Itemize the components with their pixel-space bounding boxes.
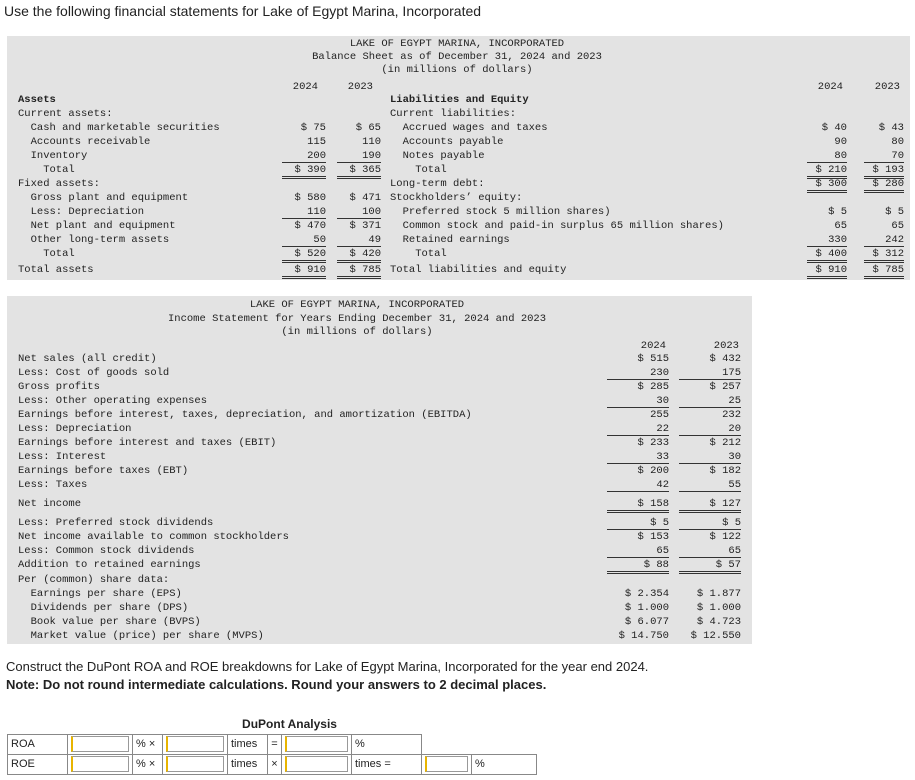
asset-row-2024: 110 bbox=[282, 206, 326, 219]
liability-row-2023: $ 280 bbox=[864, 178, 904, 193]
is-year-2023: 2023 bbox=[713, 340, 739, 352]
liability-row-2023: $ 193 bbox=[864, 164, 904, 179]
bs-right-year-2024: 2024 bbox=[817, 81, 843, 93]
asset-row-2023: 190 bbox=[337, 150, 381, 163]
liability-row-2024: $ 210 bbox=[807, 164, 847, 179]
asset-row-2023: $ 65 bbox=[355, 122, 381, 134]
is-title-company: LAKE OF EGYPT MARINA, INCORPORATED bbox=[249, 299, 465, 311]
income-row-2024: 255 bbox=[650, 409, 669, 421]
liability-row-2023: 65 bbox=[891, 220, 904, 232]
roe-equity-multiplier-input[interactable] bbox=[166, 756, 224, 772]
roa-row bbox=[8, 734, 557, 754]
liability-row-label: Total liabilities and equity bbox=[390, 264, 567, 276]
income-row-2023: $ 257 bbox=[709, 381, 741, 393]
liability-row-label: Total bbox=[390, 248, 447, 260]
income-row-2023: $ 57 bbox=[679, 559, 741, 574]
asset-row-label: Accounts receivable bbox=[18, 136, 151, 148]
income-row-2024: $ 153 bbox=[637, 531, 669, 543]
income-row-2024: $ 14.750 bbox=[618, 630, 669, 642]
roe-label: ROE bbox=[8, 754, 68, 774]
liability-row-2023: 242 bbox=[864, 234, 904, 247]
roa-result-input[interactable] bbox=[71, 736, 129, 752]
income-row-label: Net income available to common stockholders bbox=[18, 531, 289, 543]
asset-row-label: Total bbox=[18, 164, 75, 176]
bs-title-statement: Balance Sheet as of December 31, 2024 and 2023 bbox=[312, 51, 602, 63]
income-row-2024: $ 6.077 bbox=[624, 616, 669, 628]
balance-sheet-panel bbox=[7, 36, 910, 280]
income-row-2023: $ 1.000 bbox=[696, 602, 741, 614]
income-row-2024: $ 285 bbox=[637, 381, 669, 393]
liability-row-2024: 90 bbox=[834, 136, 847, 148]
income-row-2024: 65 bbox=[607, 545, 669, 558]
rounding-note: Note: Do not round intermediate calculations. Round your answers to 2 decimal places. bbox=[6, 677, 547, 692]
income-row-label: Less: Cost of goods sold bbox=[18, 367, 170, 379]
asset-row-2024: $ 910 bbox=[282, 264, 326, 279]
liability-row-label: Current liabilities: bbox=[390, 108, 517, 120]
asset-row-label: Net plant and equipment bbox=[18, 220, 176, 232]
construct-instruction: Construct the DuPont ROA and ROE breakdowns for Lake of Egypt Marina, Incorporated for the year end 2024. bbox=[6, 659, 649, 674]
income-row-2024: 33 bbox=[607, 451, 669, 464]
asset-row-2024: $ 390 bbox=[282, 164, 326, 179]
income-row-label: Per (common) share data: bbox=[18, 574, 170, 586]
asset-row-2024: $ 75 bbox=[300, 122, 326, 134]
income-row-label: Less: Interest bbox=[18, 451, 107, 463]
income-row-2024: $ 1.000 bbox=[624, 602, 669, 614]
income-row-2024: $ 158 bbox=[607, 498, 669, 513]
roe-times-sign-1: × bbox=[148, 758, 156, 770]
income-row-label: Market value (price) per share (MVPS) bbox=[18, 630, 264, 642]
income-row-2024: 22 bbox=[607, 423, 669, 436]
income-row-2024: $ 2.354 bbox=[624, 588, 669, 600]
bs-title-units: (in millions of dollars) bbox=[381, 64, 533, 76]
income-row-2023: 55 bbox=[679, 479, 741, 492]
asset-row-2023: $ 420 bbox=[337, 248, 381, 263]
income-row-label: Less: Other operating expenses bbox=[18, 395, 208, 407]
income-row-label: Addition to retained earnings bbox=[18, 559, 201, 571]
asset-row-2023: $ 785 bbox=[337, 264, 381, 279]
income-row-2024: $ 515 bbox=[637, 353, 669, 365]
liability-row-2023: $ 785 bbox=[864, 264, 904, 279]
dupont-header: DuPont Analysis bbox=[242, 716, 337, 731]
asset-row-label: Fixed assets: bbox=[18, 178, 100, 190]
liability-row-2023: 80 bbox=[891, 136, 904, 148]
bs-title-company: LAKE OF EGYPT MARINA, INCORPORATED bbox=[349, 38, 565, 50]
income-row-2023: 175 bbox=[679, 367, 741, 380]
bs-left-year-2024: 2024 bbox=[292, 81, 318, 93]
income-row-2023: 65 bbox=[679, 545, 741, 558]
income-row-label: Book value per share (BVPS) bbox=[18, 616, 201, 628]
roe-second-input[interactable] bbox=[285, 756, 348, 772]
roe-times-label-2: times bbox=[355, 758, 382, 770]
asset-row-2024: $ 580 bbox=[294, 192, 326, 204]
income-row-label: Less: Depreciation bbox=[18, 423, 132, 435]
liability-row-2024: 80 bbox=[807, 150, 847, 163]
asset-row-2024: 50 bbox=[282, 234, 326, 247]
income-row-2023: 30 bbox=[679, 451, 741, 464]
income-row-label: Earnings per share (EPS) bbox=[18, 588, 182, 600]
roe-pct-1: % bbox=[136, 758, 146, 770]
asset-row-label: Total bbox=[18, 248, 75, 260]
liability-row-2024: $ 40 bbox=[821, 122, 847, 134]
income-row-2024: $ 233 bbox=[637, 437, 669, 449]
asset-row-2024: 115 bbox=[307, 136, 326, 148]
income-row-2023: 20 bbox=[679, 423, 741, 436]
income-row-2023: $ 212 bbox=[709, 437, 741, 449]
income-row-2023: $ 4.723 bbox=[696, 616, 741, 628]
income-row-label: Earnings before taxes (EBT) bbox=[18, 465, 189, 477]
is-title-statement: Income Statement for Years Ending December 31, 2024 and 2023 bbox=[167, 313, 547, 325]
bs-left-year-2023: 2023 bbox=[347, 81, 373, 93]
income-row-2023: $ 127 bbox=[679, 498, 741, 513]
liability-row-2024: 65 bbox=[834, 220, 847, 232]
liability-row-label: Accounts payable bbox=[390, 136, 504, 148]
income-row-label: Less: Preferred stock dividends bbox=[18, 517, 214, 529]
roa-profit-margin-input[interactable] bbox=[166, 736, 224, 752]
dupont-analysis-table bbox=[7, 714, 557, 775]
income-row-label: Less: Common stock dividends bbox=[18, 545, 195, 557]
roe-equals-sign: = bbox=[384, 758, 391, 770]
income-row-2023: 232 bbox=[722, 409, 741, 421]
liability-row-2023: $ 312 bbox=[864, 248, 904, 263]
liability-row-label: Total bbox=[390, 164, 447, 176]
liability-row-label: Notes payable bbox=[390, 150, 485, 162]
asset-row-2023: 100 bbox=[337, 206, 381, 219]
income-row-2024: 42 bbox=[607, 479, 669, 492]
asset-row-label: Less: Depreciation bbox=[18, 206, 145, 218]
income-row-2023: $ 122 bbox=[709, 531, 741, 543]
income-row-2023: $ 1.877 bbox=[696, 588, 741, 600]
roa-asset-turnover-input[interactable] bbox=[285, 736, 348, 752]
roe-times-label-1: times bbox=[231, 758, 258, 770]
income-row-label: Gross profits bbox=[18, 381, 100, 393]
asset-row-2024: $ 520 bbox=[282, 248, 326, 263]
income-row-2023: $ 182 bbox=[709, 465, 741, 477]
roa-times-sign-1: × bbox=[148, 738, 156, 750]
asset-row-2023: $ 471 bbox=[349, 192, 381, 204]
income-row-2024: $ 88 bbox=[607, 559, 669, 574]
liability-row-label: Common stock and paid-in surplus 65 million shares) bbox=[390, 220, 724, 232]
liability-row-label: Accrued wages and taxes bbox=[390, 122, 548, 134]
income-row-2024: 30 bbox=[607, 395, 669, 408]
asset-row-2023: $ 365 bbox=[337, 164, 381, 179]
asset-row-2023: $ 371 bbox=[349, 220, 381, 232]
income-row-2024: $ 200 bbox=[637, 465, 669, 477]
roa-times-label: times bbox=[231, 738, 258, 750]
liability-row-2023: $ 43 bbox=[878, 122, 904, 134]
asset-row-2023: 110 bbox=[362, 136, 381, 148]
income-row-2023: 25 bbox=[679, 395, 741, 408]
bs-right-year-2023: 2023 bbox=[874, 81, 900, 93]
liability-row-label: Stockholders’ equity: bbox=[390, 192, 523, 204]
liability-row-2024: $ 400 bbox=[807, 248, 847, 263]
roe-pct-2: % bbox=[475, 758, 485, 770]
income-row-2024: $ 5 bbox=[607, 517, 669, 530]
assets-heading: Assets bbox=[18, 94, 56, 106]
roe-row bbox=[8, 754, 557, 774]
income-statement-panel bbox=[7, 296, 752, 644]
roa-label: ROA bbox=[8, 734, 68, 754]
asset-row-2024: $ 470 bbox=[294, 220, 326, 232]
liability-row-2024: $ 5 bbox=[828, 206, 847, 218]
roe-roa-input[interactable] bbox=[71, 756, 129, 772]
income-row-2023: $ 12.550 bbox=[690, 630, 741, 642]
income-row-label: Earnings before interest and taxes (EBIT) bbox=[18, 437, 277, 449]
asset-row-2024: 200 bbox=[282, 150, 326, 163]
income-row-2023: $ 432 bbox=[709, 353, 741, 365]
asset-row-label: Total assets bbox=[18, 264, 94, 276]
roa-pct-1: % bbox=[136, 738, 146, 750]
liability-row-2023: 70 bbox=[864, 150, 904, 163]
income-row-label: Earnings before interest, taxes, depreciation, and amortization (EBITDA) bbox=[18, 409, 472, 421]
liability-row-2023: $ 5 bbox=[885, 206, 904, 218]
income-row-label: Net income bbox=[18, 498, 82, 510]
liabilities-heading: Liabilities and Equity bbox=[390, 94, 529, 106]
asset-row-label: Other long-term assets bbox=[18, 234, 170, 246]
income-row-label: Less: Taxes bbox=[18, 479, 88, 491]
liability-row-label: Long-term debt: bbox=[390, 178, 485, 190]
asset-row-label: Current assets: bbox=[18, 108, 113, 120]
is-title-units: (in millions of dollars) bbox=[281, 326, 433, 338]
income-row-2023: $ 5 bbox=[679, 517, 741, 530]
liability-row-2024: $ 300 bbox=[807, 178, 847, 193]
is-year-2024: 2024 bbox=[640, 340, 666, 352]
asset-row-2023: 49 bbox=[337, 234, 381, 247]
asset-row-label: Gross plant and equipment bbox=[18, 192, 189, 204]
roe-times-sign-2: × bbox=[271, 758, 278, 770]
income-row-label: Net sales (all credit) bbox=[18, 353, 157, 365]
asset-row-label: Cash and marketable securities bbox=[18, 122, 220, 134]
liability-row-2024: 330 bbox=[807, 234, 847, 247]
instructions-text: Use the following financial statements for Lake of Egypt Marina, Incorporated bbox=[4, 3, 482, 19]
asset-row-label: Inventory bbox=[18, 150, 88, 162]
roa-equals-sign: = bbox=[271, 738, 278, 750]
roe-result-input[interactable] bbox=[425, 756, 468, 772]
income-row-label: Dividends per share (DPS) bbox=[18, 602, 189, 614]
liability-row-label: Retained earnings bbox=[390, 234, 510, 246]
liability-row-2024: $ 910 bbox=[807, 264, 847, 279]
liability-row-label: Preferred stock 5 million shares) bbox=[390, 206, 611, 218]
roa-pct-2: % bbox=[355, 738, 365, 750]
income-row-2024: 230 bbox=[607, 367, 669, 380]
